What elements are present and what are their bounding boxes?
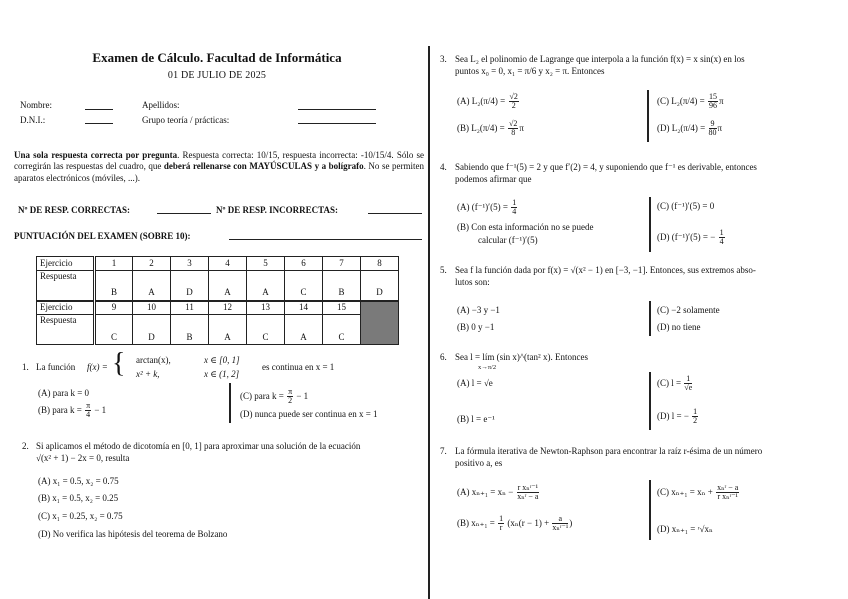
q7-b-num-2: a — [552, 515, 568, 524]
q7-c-pre: (C) xₙ₊₁ = xₙ + — [657, 486, 713, 497]
exercise-number: 7 — [323, 257, 361, 271]
gray-cell — [361, 301, 399, 345]
q1-separator — [229, 383, 231, 423]
q3-text-2: puntos x₀ = 0, x₁ = π/6 y x₂ = π. Entonces — [455, 66, 605, 76]
respuesta-label: Respuesta — [37, 271, 95, 301]
q7-number: 7. — [440, 446, 447, 456]
incorrectas-label: Nº DE RESP. INCORRECTAS: — [216, 205, 338, 215]
q1-c-den: 2 — [288, 396, 293, 406]
q5-option-c: (C) −2 solamente — [657, 305, 720, 315]
q7-a-pre: (A) xₙ₊₁ = xₙ − — [457, 486, 514, 497]
q3-d-num: 9 — [710, 119, 715, 128]
q4-d-frac — [719, 229, 725, 247]
q1-c-post: − 1 — [296, 390, 309, 401]
q3-d-post: π — [717, 122, 723, 133]
q3-d-frac — [709, 120, 717, 138]
q3-number: 3. — [440, 54, 447, 64]
q6-text-1: Sea l = lím (sin x)^(tan² x). Entonces — [455, 352, 588, 362]
q3-a-den: 2 — [511, 101, 516, 111]
answer-cell: A — [285, 315, 323, 345]
q7-text-1: La fórmula iterativa de Newton-Raphson para encontrar la raíz r-ésima de un número — [455, 446, 763, 456]
q3-option-b — [457, 120, 524, 138]
answer-cell: B — [323, 271, 361, 301]
q1-number: 1. — [22, 362, 29, 372]
table-row-respuesta-1 — [37, 271, 399, 301]
respuesta-label: Respuesta — [37, 315, 95, 345]
q7-option-a — [457, 484, 540, 502]
q7-text-2: positivo a, es — [455, 458, 503, 468]
q1-b-post: − 1 — [94, 404, 107, 415]
dni-label: D.N.I.: — [20, 115, 46, 125]
q1-option-c — [240, 388, 308, 406]
q7-b-num: 1 — [499, 514, 504, 523]
q1-option-d: (D) nunca puede ser continua en x = 1 — [240, 409, 378, 419]
q3-option-d — [657, 120, 722, 138]
answer-cell: D — [133, 315, 171, 345]
q6-number: 6. — [440, 352, 447, 362]
q3-c-pre: (C) L₂(π/4) = — [657, 95, 705, 106]
q1-dom1: x ∈ [0, 1] — [204, 355, 240, 365]
correctas-line — [157, 213, 211, 214]
q3-a-pre: (A) L₂(π/4) = — [457, 95, 506, 106]
q6-d-num: 1 — [693, 407, 698, 416]
q6-c-frac — [684, 375, 692, 393]
exercise-number: 11 — [171, 301, 209, 315]
exam-title: Examen de Cálculo. Facultad de Informática — [92, 50, 342, 65]
q4-text-1: Sabiendo que f⁻¹(5) = 2 y que f′(2) = 4, y suponiendo que f⁻¹ es derivable, entonces — [455, 162, 757, 172]
q4-a-den: 4 — [512, 207, 517, 217]
exercise-number: 3 — [171, 257, 209, 271]
q6-separator — [649, 372, 651, 430]
answer-cell: A — [209, 271, 247, 301]
q1-brace: { — [112, 348, 126, 379]
exercise-number: 1 — [95, 257, 133, 271]
q2-option-d: (D) No verifica las hipótesis del teorema de Bolzano — [38, 529, 228, 539]
q7-b-den: r — [499, 523, 503, 533]
q1-lead: La función — [36, 362, 76, 372]
q6-option-a: (A) l = √e — [457, 378, 493, 388]
exam-date: 01 DE JULIO DE 2025 — [167, 70, 267, 81]
answer-cell: C — [323, 315, 361, 345]
q7-a-frac — [517, 484, 539, 502]
q6-c-den: √e — [684, 383, 693, 393]
answer-cell: B — [171, 315, 209, 345]
q7-separator — [649, 480, 651, 540]
q3-c-den: 96 — [709, 101, 717, 111]
q3-option-c — [657, 93, 724, 111]
q2-text-2: √(x² + 1) − 2x = 0, resulta — [36, 453, 130, 463]
q5-text-2: lutos son: — [455, 277, 490, 287]
exercise-number: 8 — [361, 257, 399, 271]
puntuacion-line — [229, 239, 422, 240]
q7-option-c — [657, 484, 740, 502]
q1-tail: es continua en x = 1 — [262, 362, 335, 372]
instructions-text-2: . No se permiten aparatos electrónicos (móviles, ...). — [14, 161, 424, 183]
q4-text-2: podemos afirmar que — [455, 174, 532, 184]
q7-b-post: ) — [569, 517, 573, 528]
exercise-number: 15 — [323, 301, 361, 315]
answer-cell: D — [171, 271, 209, 301]
q5-option-b: (B) 0 y −1 — [457, 322, 495, 332]
answer-cell: B — [95, 271, 133, 301]
q3-b-post: π — [519, 122, 524, 133]
answer-cell: A — [133, 271, 171, 301]
q4-option-b-line-1: (B) Con esta información no se puede — [457, 222, 594, 232]
q1-c-frac — [287, 388, 293, 406]
nombre-label: Nombre: — [20, 100, 52, 110]
q1-c-num: π — [288, 387, 293, 396]
table-row-ejercicio-1 — [37, 257, 399, 271]
instructions-bold-1: Una sola respuesta correcta por pregunta — [14, 150, 178, 160]
apellidos-line — [298, 109, 376, 110]
q7-b-mid: (xₙ(r − 1) + — [507, 517, 550, 528]
q7-a-num: r xₙʳ⁻¹ — [517, 483, 539, 492]
q1-dom2: x ∈ (1, 2] — [204, 369, 240, 379]
q3-b-pre: (B) L₂(π/4) = — [457, 122, 505, 133]
exercise-number: 13 — [247, 301, 285, 315]
q5-text-1: Sea f la función dada por f(x) = √(x² − 1) en [−3, −1]. Entonces, sus extremos abso- — [455, 265, 756, 275]
q1-b-den: 4 — [86, 410, 91, 420]
exercise-number: 9 — [95, 301, 133, 315]
q3-b-den: 8 — [511, 128, 516, 138]
q3-a-frac — [509, 93, 519, 111]
exercise-number: 2 — [133, 257, 171, 271]
q2-number: 2. — [22, 441, 29, 451]
grupo-line — [298, 123, 376, 124]
q7-option-b — [457, 515, 572, 533]
column-divider — [428, 46, 430, 599]
q1-b-num: π — [86, 401, 91, 410]
q4-a-frac — [511, 199, 517, 217]
q7-c-frac — [716, 484, 739, 502]
answer-cell: C — [95, 315, 133, 345]
grupo-label: Grupo teoría / prácticas: — [142, 115, 230, 125]
q1-option-a: (A) para k = 0 — [38, 388, 90, 398]
q1-func: f(x) = — [87, 362, 108, 372]
exercise-number: 14 — [285, 301, 323, 315]
q7-c-den: r xₙʳ⁻¹ — [717, 492, 738, 502]
q4-d-pre: (D) (f⁻¹)′(5) = − — [657, 231, 716, 242]
q4-option-b-line-2: calcular (f⁻¹)′(5) — [478, 235, 538, 245]
q4-number: 4. — [440, 162, 447, 172]
exercise-number: 4 — [209, 257, 247, 271]
q4-d-num: 1 — [719, 228, 724, 237]
q3-d-pre: (D) L₂(π/4) = — [657, 122, 706, 133]
q3-c-frac — [708, 93, 718, 111]
q5-option-d: (D) no tiene — [657, 322, 701, 332]
instructions-text-1: . Respuesta correcta: 10/15, respuesta incorrecta: -10/15/4. Sólo se corregirán las respuestas del cuadro, que — [14, 150, 424, 172]
q7-b-pre: (B) xₙ₊₁ = — [457, 517, 495, 528]
answer-cell: C — [285, 271, 323, 301]
q6-c-pre: (C) l = — [657, 377, 682, 388]
q1-option-b — [38, 402, 106, 420]
q4-separator — [649, 197, 651, 252]
q7-b-den-2: xₙʳ⁻¹ — [552, 523, 569, 533]
q2-text-1: Si aplicamos el método de dicotomía en [0, 1] para aproximar una solución de la ecuación — [36, 441, 361, 451]
q3-c-post: π — [719, 95, 724, 106]
exercise-number: 5 — [247, 257, 285, 271]
ejercicio-label: Ejercicio — [37, 301, 95, 315]
answer-cell: A — [209, 315, 247, 345]
answer-table — [36, 256, 399, 345]
apellidos-label: Apellidos: — [142, 100, 180, 110]
q1-b-frac — [85, 402, 91, 420]
q4-option-c: (C) (f⁻¹)′(5) = 0 — [657, 201, 715, 211]
nombre-line — [85, 109, 113, 110]
instructions-bold-2: deberá rellenarse con MAYÚSCULAS y a bolígrafo — [163, 161, 364, 172]
q4-d-den: 4 — [719, 237, 724, 247]
q2-option-b: (B) x₁ = 0.5, x₂ = 0.25 — [38, 493, 119, 503]
dni-line — [85, 123, 113, 124]
q6-d-frac — [692, 408, 698, 426]
answer-cell: A — [247, 271, 285, 301]
q7-b-frac-2 — [552, 515, 568, 533]
answer-cell: C — [247, 315, 285, 345]
puntuacion-label: PUNTUACIÓN DEL EXAMEN (SOBRE 10): — [14, 231, 191, 241]
exercise-number: 10 — [133, 301, 171, 315]
q3-c-num: 15 — [709, 92, 717, 101]
table-row-ejercicio-2 — [37, 301, 399, 315]
exercise-number: 6 — [285, 257, 323, 271]
q7-b-frac — [498, 515, 504, 533]
exercise-number: 12 — [209, 301, 247, 315]
q1-c-pre: (C) para k = — [240, 390, 284, 401]
incorrectas-line — [368, 213, 422, 214]
q7-a-den: xₙʳ − a — [517, 492, 539, 502]
q2-option-c: (C) x₁ = 0.25, x₂ = 0.75 — [38, 511, 123, 521]
q6-limit-subscript: x→π/2 — [478, 364, 497, 371]
q5-option-a: (A) −3 y −1 — [457, 305, 500, 315]
q6-option-b: (B) l = e⁻¹ — [457, 414, 495, 424]
table-row-respuesta-2 — [37, 315, 399, 345]
q7-c-num: xₙʳ − a — [717, 483, 739, 492]
answer-cell: D — [361, 271, 399, 301]
q6-d-pre: (D) l = − — [657, 410, 689, 421]
q3-separator — [647, 90, 649, 142]
correctas-label: Nº DE RESP. CORRECTAS: — [18, 205, 130, 215]
q6-option-c — [657, 375, 693, 393]
q6-option-d — [657, 408, 699, 426]
q1-b-pre: (B) para k = — [38, 404, 82, 415]
q3-text-1: Sea L₂ el polinomio de Lagrange que interpola a la función f(x) = x sin(x) en los — [455, 54, 745, 64]
q4-a-pre: (A) (f⁻¹)′(5) = — [457, 201, 508, 212]
q3-a-num: √2 — [509, 92, 518, 101]
ejercicio-label: Ejercicio — [37, 257, 95, 271]
q2-option-a: (A) x₁ = 0.5, x₂ = 0.75 — [38, 476, 119, 486]
q3-option-a — [457, 93, 520, 111]
q5-separator — [649, 301, 651, 336]
q7-option-d: (D) xₙ₊₁ = ʳ√xₙ — [657, 524, 713, 534]
q1-case2: x² + k, — [136, 369, 160, 379]
q4-option-d — [657, 229, 726, 247]
q3-b-frac — [508, 120, 518, 138]
q3-d-den: 80 — [708, 128, 717, 138]
q1-case1: arctan(x), — [136, 355, 171, 365]
q6-d-den: 2 — [693, 416, 698, 426]
q3-b-num: √2 — [509, 119, 518, 128]
q4-a-num: 1 — [512, 198, 517, 207]
q4-option-a — [457, 199, 518, 217]
q5-number: 5. — [440, 265, 447, 275]
q6-c-num: 1 — [686, 374, 691, 383]
instructions — [14, 150, 424, 184]
